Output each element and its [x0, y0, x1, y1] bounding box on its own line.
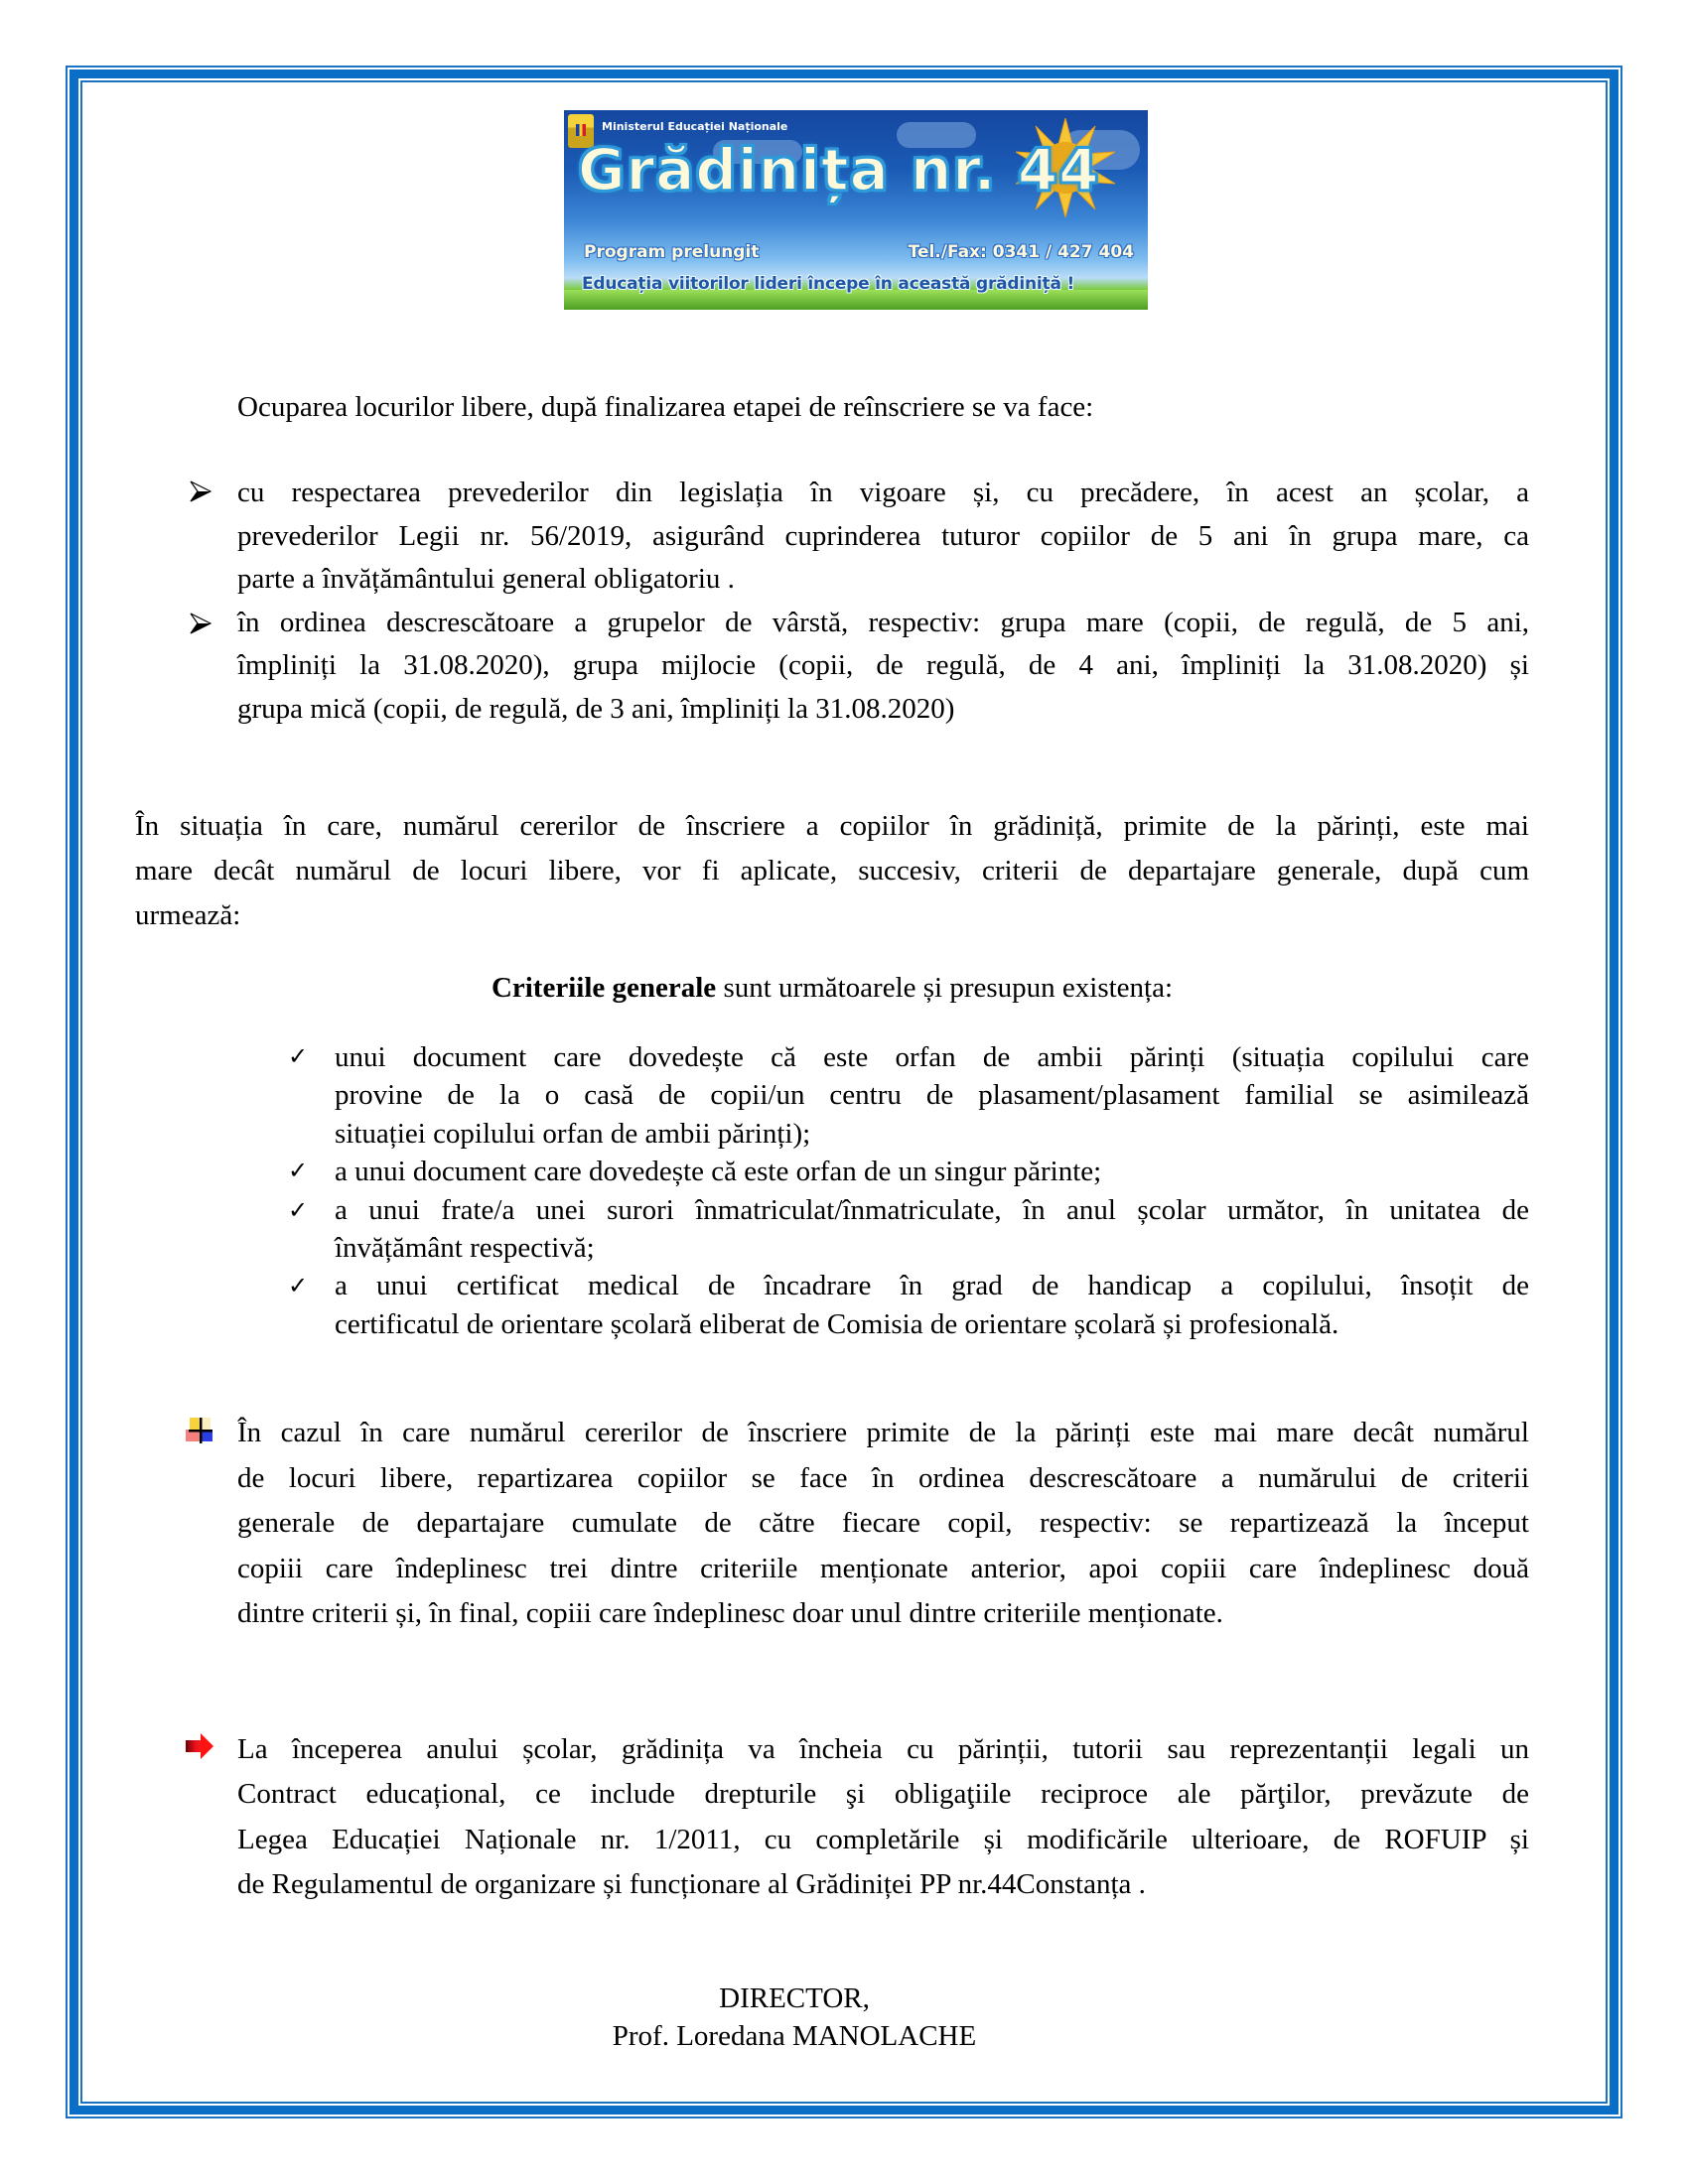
- list-item-line: cu respectarea prevederilor din legislația în vigoare și, cu precădere, în acest an școlar, a: [237, 477, 1529, 508]
- ministry-label: Ministerul Educației Naționale: [602, 120, 788, 133]
- colored-plus-bullet-icon: [186, 1418, 213, 1443]
- paragraph-line: copiii care îndeplinesc trei dintre criteriile menționate anterior, apoi copiii care îndeplinesc două: [237, 1552, 1529, 1584]
- paragraph-line: mare decât numărul de locuri libere, vor fi aplicate, succesiv, criterii de departajare generale, după cum: [135, 855, 1529, 887]
- list-item-line: grupa mică (copii, de regulă, de 3 ani, împliniți la 31.08.2020): [237, 692, 955, 725]
- paragraph-line: de locuri libere, repartizarea copiilor se face în ordinea descrescătoare a numărului de criterii: [237, 1461, 1529, 1494]
- list-item-line: certificatul de orientare școlară eliberat de Comisia de orientare școlară și profesională.: [335, 1307, 1339, 1340]
- paragraph-line: Contract educațional, ce include drepturile şi obligaţiile reciproce ale părţilor, prevăzute de: [237, 1778, 1529, 1811]
- checkmark-icon: ✓: [288, 1272, 309, 1299]
- criteria-heading: [135, 969, 1529, 1007]
- contract-paragraph: [237, 1727, 1529, 1907]
- arrow-list: [237, 472, 1529, 732]
- kindergarten-banner: [564, 110, 1148, 310]
- phone-fax-label: Tel./Fax: 0341 / 427 404: [908, 242, 1134, 262]
- paragraph-line: La începerea anului școlar, grădinița va încheia cu părinții, tutorii sau reprezentanții legali un: [237, 1733, 1529, 1765]
- list-item-line: situației copilului orfan de ambii părinți);: [335, 1117, 811, 1150]
- criteria-heading-bold: Criteriile generale: [491, 972, 717, 1004]
- paragraph-line: urmează:: [135, 899, 241, 931]
- checkmark-icon: ✓: [288, 1196, 309, 1224]
- list-item-line: prevederilor Legii nr. 56/2019, asigurând cuprinderea tuturor copiilor de 5 ani în grupa mare, ca: [237, 519, 1529, 552]
- paragraph-line: de Regulamentul de organizare și funcționare al Grădiniței PP nr.44Constanța .: [237, 1867, 1146, 1900]
- signature-role: DIRECTOR,: [719, 1982, 870, 2014]
- criteria-heading-rest: sunt următoarele și presupun existența:: [716, 972, 1174, 1004]
- paragraph-line: În cazul în care numărul cererilor de înscriere primite de la părinți este mai mare decât numărul: [237, 1417, 1529, 1448]
- list-item-line: învățământ respectivă;: [335, 1232, 595, 1265]
- list-item-line: împliniți la 31.08.2020), grupa mijlocie (copii, de regulă, de 4 ani, împliniți la 31.08.2020) și: [237, 649, 1529, 682]
- list-item-line: a unui certificat medical de încadrare în grad de handicap a copilului, însoțit de: [335, 1270, 1529, 1302]
- checkmark-icon: ✓: [288, 1157, 309, 1184]
- program-label: Program prelungit: [584, 242, 760, 262]
- paragraph-line: În situația în care, numărul cererilor de înscriere a copiilor în grădiniță, primite de la părinți, este mai: [135, 810, 1529, 842]
- list-item-line: a unui frate/a unei surori înmatriculat/înmatriculate, în anul școlar următor, în unitatea de: [335, 1193, 1529, 1226]
- banner-tagline: Educația viitorilor lideri începe în această grădiniță !: [582, 274, 1075, 294]
- list-item-line: parte a învățământului general obligatoriu .: [237, 563, 735, 596]
- red-arrow-bullet-icon: [185, 1733, 214, 1759]
- list-item-line: în ordinea descrescătoare a grupelor de vârstă, respectiv: grupa mare (copii, de regulă, de 5 ani,: [237, 606, 1529, 638]
- signature-block: [99, 1979, 1489, 2055]
- list-item-line: unui document care dovedește că este orfan de ambii părinți (situația copilului care: [335, 1041, 1529, 1073]
- distribution-paragraph: [237, 1411, 1529, 1637]
- banner-title: Grădinița nr. 44: [578, 136, 1100, 204]
- paragraph-line: Legea Educației Naționale nr. 1/2011, cu completările și modificările ulterioare, de ROFUIP și: [237, 1823, 1529, 1855]
- list-item-line: provine de la o casă de copii/un centru de plasament/plasament familial se asimilează: [335, 1079, 1529, 1112]
- intro-paragraph: Ocuparea locurilor libere, după finalizarea etapei de reînscriere se va face:: [237, 391, 1094, 423]
- checkmark-icon: ✓: [288, 1042, 309, 1070]
- situation-paragraph: [135, 804, 1529, 938]
- arrow-bullet-icon: [190, 480, 211, 502]
- paragraph-line: dintre criterii și, în final, copiii care îndeplinesc doar unul dintre criteriile menționate.: [237, 1597, 1223, 1629]
- list-item-line: a unui document care dovedește că este orfan de un singur părinte;: [335, 1156, 1102, 1188]
- paragraph-line: generale de departajare cumulate de către fiecare copil, respectiv: se repartizează la început: [237, 1507, 1529, 1539]
- criteria-list: [335, 1038, 1529, 1343]
- signature-name: Prof. Loredana MANOLACHE: [612, 2020, 977, 2052]
- arrow-bullet-icon: [190, 613, 211, 634]
